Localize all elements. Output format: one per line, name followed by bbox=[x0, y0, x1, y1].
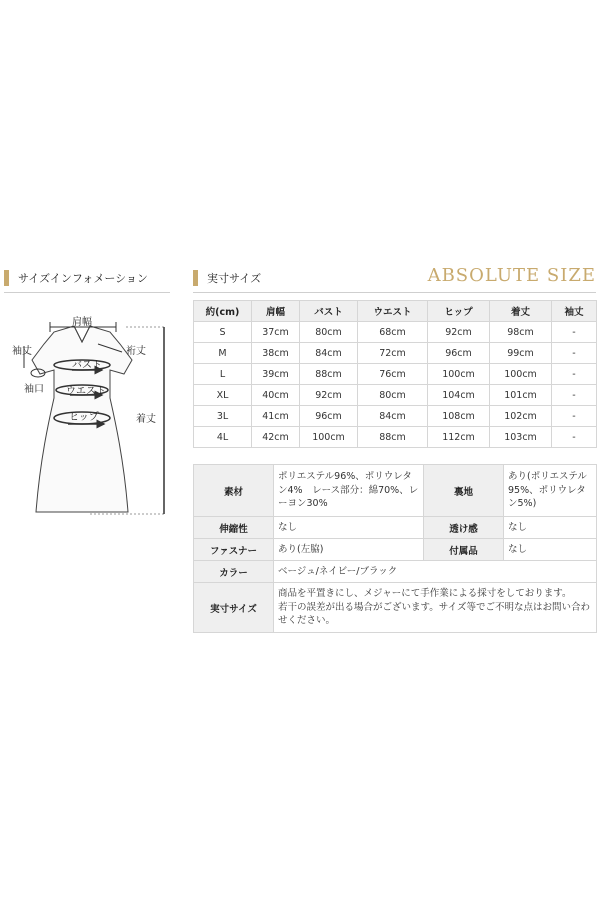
table-cell: 37cm bbox=[252, 322, 300, 343]
size-info-header bbox=[4, 268, 170, 293]
bust-label: バスト bbox=[72, 360, 102, 371]
lining-value: あり(ポリエステル95%、ポリウレタン5%) bbox=[504, 465, 597, 517]
material-value: ポリエステル96%、ポリウレタン4% レース部分：綿70%、レーヨン30% bbox=[274, 465, 424, 517]
table-cell: 101cm bbox=[490, 385, 552, 406]
table-cell: 76cm bbox=[358, 364, 428, 385]
size-table bbox=[193, 300, 597, 448]
table-cell: 102cm bbox=[490, 406, 552, 427]
product-detail-table bbox=[193, 464, 597, 633]
table-row bbox=[194, 343, 597, 364]
size-label: 4L bbox=[194, 427, 252, 448]
detail-row bbox=[194, 561, 597, 583]
column-header: バスト bbox=[300, 301, 358, 322]
size-info-title: サイズインフォメーション bbox=[18, 272, 148, 285]
table-cell: 100cm bbox=[490, 364, 552, 385]
table-row bbox=[194, 385, 597, 406]
dress-measurement-diagram bbox=[4, 300, 184, 530]
size-label: L bbox=[194, 364, 252, 385]
yuki-label: 裄丈 bbox=[126, 346, 146, 357]
table-cell: 84cm bbox=[358, 406, 428, 427]
table-cell: - bbox=[552, 385, 597, 406]
stretch-value: なし bbox=[274, 517, 424, 539]
column-header: ヒップ bbox=[428, 301, 490, 322]
column-header: 袖丈 bbox=[552, 301, 597, 322]
table-cell: 104cm bbox=[428, 385, 490, 406]
waist-label: ウエスト bbox=[66, 386, 106, 397]
column-header: ウエスト bbox=[358, 301, 428, 322]
table-cell: - bbox=[552, 427, 597, 448]
color-label: カラー bbox=[194, 561, 274, 583]
table-cell: 96cm bbox=[428, 343, 490, 364]
table-cell: 39cm bbox=[252, 364, 300, 385]
detail-row bbox=[194, 465, 597, 517]
table-cell: 41cm bbox=[252, 406, 300, 427]
measurement-note-label: 実寸サイズ bbox=[194, 583, 274, 633]
measurement-note bbox=[274, 583, 597, 633]
cuff-label: 袖口 bbox=[24, 384, 44, 395]
table-cell: - bbox=[552, 322, 597, 343]
size-label: M bbox=[194, 343, 252, 364]
table-cell: 92cm bbox=[428, 322, 490, 343]
stretch-label: 伸縮性 bbox=[194, 517, 274, 539]
table-cell: - bbox=[552, 343, 597, 364]
table-cell: - bbox=[552, 406, 597, 427]
actual-size-title: 実寸サイズ bbox=[207, 272, 262, 285]
shoulder-label: 肩幅 bbox=[72, 317, 92, 328]
column-header: 肩幅 bbox=[252, 301, 300, 322]
sheer-label: 透け感 bbox=[424, 517, 504, 539]
color-value: ベージュ/ネイビー/ブラック bbox=[274, 561, 597, 583]
table-row bbox=[194, 427, 597, 448]
table-row bbox=[194, 406, 597, 427]
table-cell: 72cm bbox=[358, 343, 428, 364]
size-table-header-row bbox=[194, 301, 597, 322]
table-cell: 99cm bbox=[490, 343, 552, 364]
detail-row bbox=[194, 539, 597, 561]
table-row bbox=[194, 364, 597, 385]
table-cell: - bbox=[552, 364, 597, 385]
size-label: XL bbox=[194, 385, 252, 406]
accent-bar bbox=[193, 270, 198, 286]
column-header: 約(cm) bbox=[194, 301, 252, 322]
table-cell: 112cm bbox=[428, 427, 490, 448]
accessory-value: なし bbox=[504, 539, 597, 561]
lining-label: 裏地 bbox=[424, 465, 504, 517]
table-cell: 108cm bbox=[428, 406, 490, 427]
table-cell: 80cm bbox=[300, 322, 358, 343]
table-cell: 96cm bbox=[300, 406, 358, 427]
measurement-note-line: 商品を平置きにし、メジャーにて手作業による採寸をしております。 bbox=[278, 587, 572, 599]
table-cell: 92cm bbox=[300, 385, 358, 406]
table-cell: 40cm bbox=[252, 385, 300, 406]
actual-size-header bbox=[193, 265, 596, 293]
table-cell: 80cm bbox=[358, 385, 428, 406]
table-cell: 100cm bbox=[428, 364, 490, 385]
material-label: 素材 bbox=[194, 465, 274, 517]
detail-row bbox=[194, 517, 597, 539]
table-cell: 88cm bbox=[358, 427, 428, 448]
table-cell: 98cm bbox=[490, 322, 552, 343]
table-cell: 84cm bbox=[300, 343, 358, 364]
length-label: 着丈 bbox=[136, 414, 156, 425]
table-cell: 103cm bbox=[490, 427, 552, 448]
accessory-label: 付属品 bbox=[424, 539, 504, 561]
measurement-note-line: 若干の誤差が出る場合がございます。サイズ等でご不明な点はお問い合わせください。 bbox=[278, 601, 590, 627]
table-cell: 100cm bbox=[300, 427, 358, 448]
table-cell: 88cm bbox=[300, 364, 358, 385]
sleeve-label: 袖丈 bbox=[12, 346, 32, 357]
table-row bbox=[194, 322, 597, 343]
fastener-value: あり(左脇) bbox=[274, 539, 424, 561]
hip-label: ヒップ bbox=[69, 412, 99, 423]
accent-bar bbox=[4, 270, 9, 286]
detail-row bbox=[194, 583, 597, 633]
fastener-label: ファスナー bbox=[194, 539, 274, 561]
size-label: S bbox=[194, 322, 252, 343]
sheer-value: なし bbox=[504, 517, 597, 539]
size-label: 3L bbox=[194, 406, 252, 427]
table-cell: 38cm bbox=[252, 343, 300, 364]
table-cell: 68cm bbox=[358, 322, 428, 343]
table-cell: 42cm bbox=[252, 427, 300, 448]
column-header: 着丈 bbox=[490, 301, 552, 322]
absolute-size-title: ABSOLUTE SIZE bbox=[427, 265, 596, 286]
